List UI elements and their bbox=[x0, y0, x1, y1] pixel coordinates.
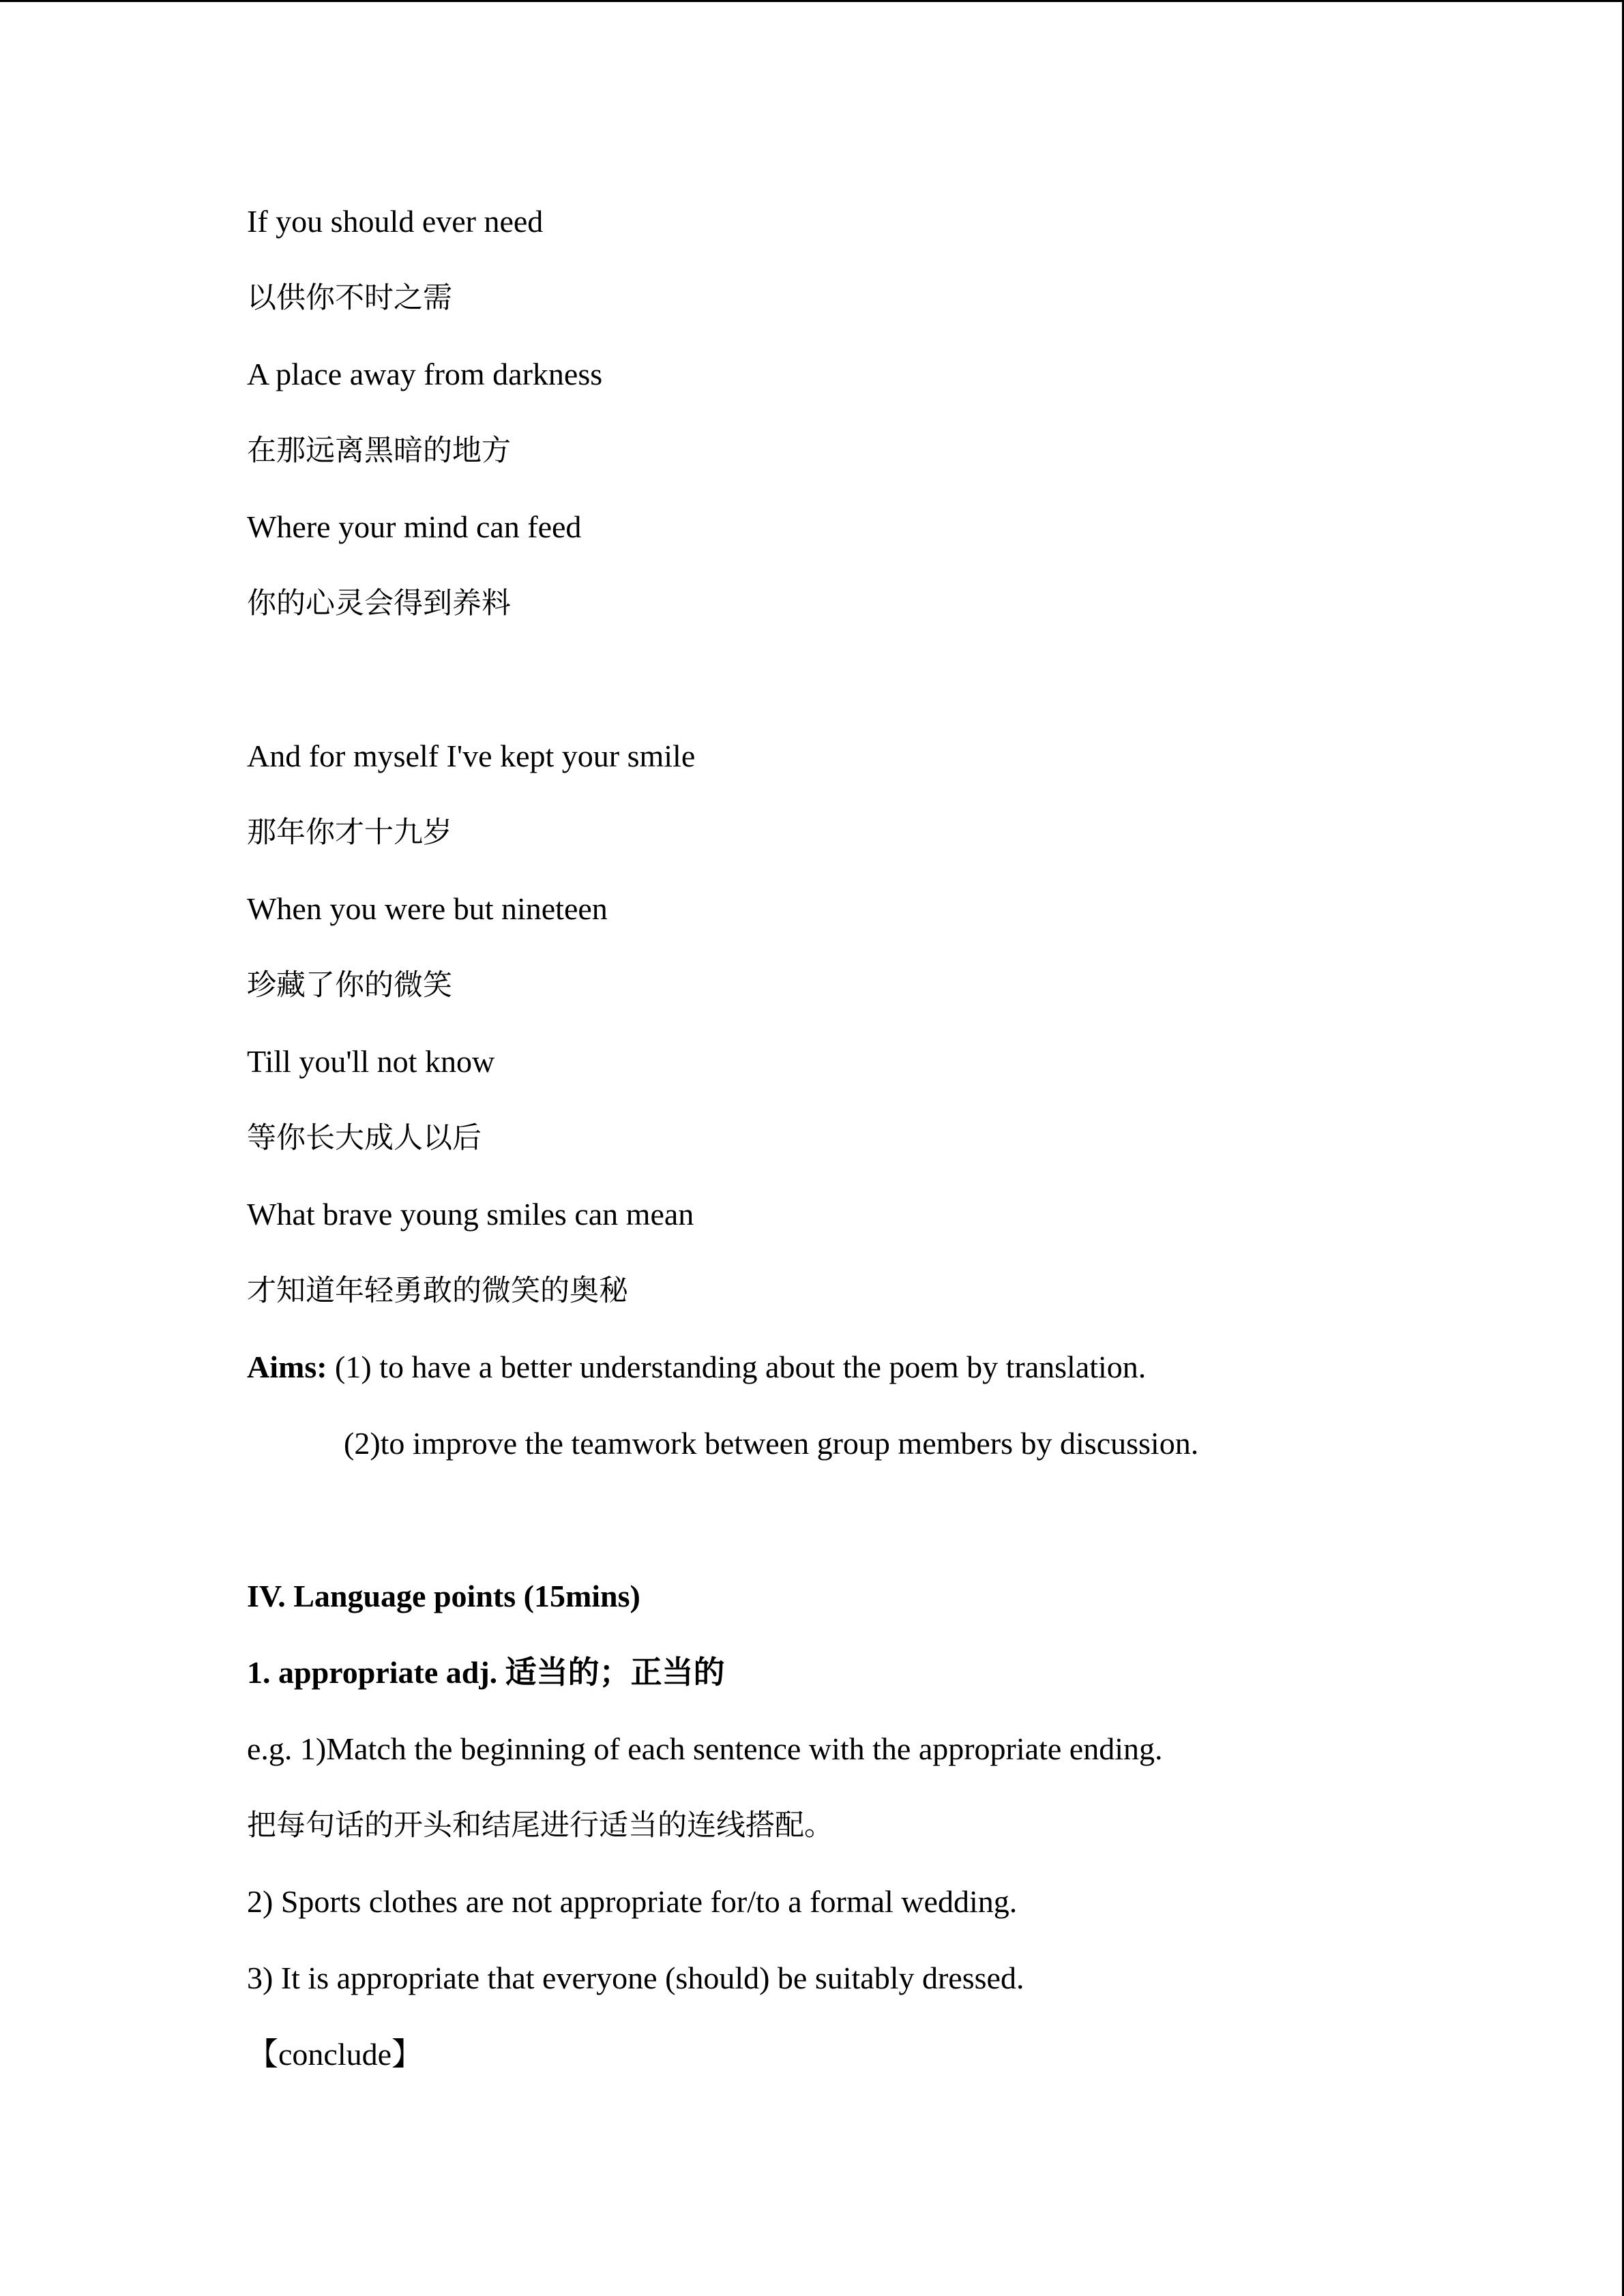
example-translation: 把每句话的开头和结尾进行适当的连线搭配。 bbox=[247, 1808, 833, 1843]
aims-line-1 bbox=[247, 1348, 1146, 1386]
example-sentence: 3) It is appropriate that everyone (should) be suitably dressed. bbox=[247, 1960, 1024, 1995]
poem-line-en: A place away from darkness bbox=[247, 357, 603, 391]
page-border-top bbox=[0, 0, 1624, 2]
poem-line-cn: 在那远离黑暗的地方 bbox=[247, 434, 511, 468]
poem-line-en: What brave young smiles can mean bbox=[247, 1197, 694, 1232]
poem-line-en: Till you'll not know bbox=[247, 1044, 495, 1079]
poem-line-cn: 你的心灵会得到养料 bbox=[247, 586, 511, 621]
poem-line-cn: 那年你才十九岁 bbox=[247, 816, 452, 850]
aims-item-1: (1) to have a better understanding about the poem by translation. bbox=[327, 1350, 1147, 1384]
poem-line-en: Where your mind can feed bbox=[247, 509, 582, 544]
poem-line-cn: 珍藏了你的微笑 bbox=[247, 968, 452, 1002]
poem-line-cn: 等你长大成人以后 bbox=[247, 1121, 482, 1155]
section-heading: IV. Language points (15mins) bbox=[247, 1579, 640, 1613]
poem-line-en: When you were but nineteen bbox=[247, 891, 608, 926]
aims-label: Aims: bbox=[247, 1350, 327, 1384]
poem-line-cn: 才知道年轻勇敢的微笑的奥秘 bbox=[247, 1274, 628, 1308]
language-point-1: 1. appropriate adj. 适当的；正当的 bbox=[247, 1655, 725, 1690]
example-sentence: e.g. 1)Match the beginning of each sentence with the appropriate ending. bbox=[247, 1731, 1163, 1766]
example-sentence: 2) Sports clothes are not appropriate for/to a formal wedding. bbox=[247, 1884, 1018, 1919]
poem-line-en: If you should ever need bbox=[247, 204, 544, 239]
aims-item-2: (2)to improve the teamwork between group members by discussion. bbox=[344, 1426, 1199, 1461]
poem-line-cn: 以供你不时之需 bbox=[247, 281, 452, 315]
conclude-label: 【conclude】 bbox=[247, 2037, 424, 2072]
poem-line-en: And for myself I've kept your smile bbox=[247, 739, 696, 773]
